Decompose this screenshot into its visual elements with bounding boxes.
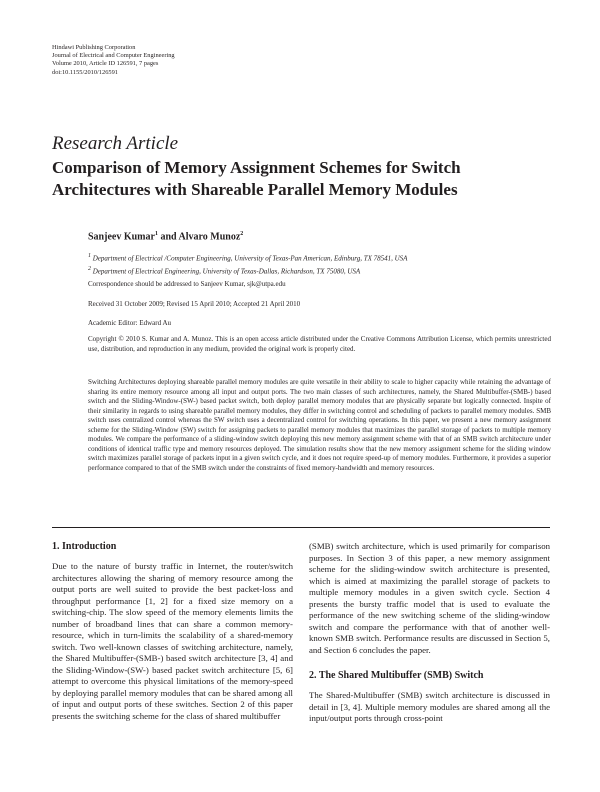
affiliation: $^2$ Department of Electrical Engineering, University of Texas-Dallas, Richardson, TX 75080, USA xyxy=(88,266,361,276)
right-column xyxy=(309,541,550,725)
publisher-name: Hindawi Publishing Corporation xyxy=(52,44,136,51)
author-affiliation-mark: 1 xyxy=(154,231,158,237)
body-paragraph: (SMB) switch architecture, which is used primarily for comparison purposes. In Section 3 of this paper, a new memory assignment scheme for the sliding-window switch architecture is presented, which is aimed at maximizing the parallel storage of packets to multiple memory modules in a given switch cycle. Section 4 presents the bursty traffic model that is used to evaluate the performance of the new switching scheme of the sliding-window switch and compare the performance with that of another well-known SMB switch. Performance results are discussed in Section 5, and Section 6 concludes the paper. xyxy=(309,541,550,655)
journal-name: Journal of Electrical and Computer Engineering xyxy=(52,52,175,60)
section-heading: 1. Introduction xyxy=(52,541,117,552)
affiliations xyxy=(88,251,551,278)
article-type: Research Article xyxy=(52,133,179,154)
academic-editor: Academic Editor: Edward Au xyxy=(88,319,172,327)
body-paragraph: Due to the nature of bursty traffic in Internet, the router/switch architectures allowing the sharing of memory resource among the output ports are well suited to provide the best packet-loss and throughput performance [1, 2] for a fixed size memory on a switching-chip. The slow speed of the memory elements limits the number of broadband lines that can share a common memory-resource, which in turn-limits the scalability of a shared-memory switch. Two well-known classes of switching architecture, namely, the Shared Multibuffer-(SMB-) based switch architecture [3, 4] and the Sliding-Window-(SW-) based packet switch architecture [5, 6] attempt to overcome this physical limitations of the memory-speed by deploying parallel memory modules that can be shared among all of input and output ports of these switches. Section 2 of this paper presents the switching scheme for the class of shared multibuffer xyxy=(52,561,293,721)
author-name: Alvaro Munoz xyxy=(178,231,241,243)
abstract: Switching Architectures deploying shareable parallel memory modules are quite versatile in their ability to scale to higher capacity while retaining the advantage of sharing its entire memory resource among all input and output ports. The two main classes of such architectures, namely, the Shared Multibuffer-(SMB-) based switch and the Sliding-Window-(SW-) based packet switch, both deploy parallel memory modules that are physically separate but logically connected. Inspite of their similarity in regards to using shareable parallel memory modules, they differ in switching control and scheduling of packets to parallel memory modules. SMB switch uses centralized control whereas the SW switch uses a decentralized control for switching operations. In this paper, we present a new memory assignment scheme for the Sliding-Window (SW) switch for assigning packets to parallel memory modules that maximizes the parallel storage of packets to multiple memory modules. We compare the performance of a sliding-window switch deploying this new memory assignment scheme with that of an SMB switch architecture under conditions of identical traffic type and memory resources deployed. The simulation results show that the new memory assignment scheme for the sliding window switch maximizes parallel storage of packets input in a given switch cycle, and it does not require speed-up of memory modules. Furthermore, it provides a superior performance compared to that of the SMB switch under the constraints of fixed memory-handwidth and memory resources. xyxy=(88,378,551,472)
author-list xyxy=(88,231,551,242)
submission-dates: Received 31 October 2009; Revised 15 April 2010; Accepted 21 April 2010 xyxy=(88,300,301,308)
publication-header xyxy=(52,44,175,77)
volume-info: Volume 2010, Article ID 126591, 7 pages xyxy=(52,60,159,68)
copyright-notice: Copyright © 2010 S. Kumar and A. Munoz. This is an open access article distributed under the Creative Commons Attribution License, which permits unrestricted use, distribution, and reproduction in any medium, provided the original work is properly cited. xyxy=(88,335,551,353)
section-heading: 2. The Shared Multibuffer (SMB) Switch xyxy=(309,670,484,681)
body-paragraph: The Shared-Multibuffer (SMB) switch architecture is discussed in detail in [3, 4]. Multiple memory modules are shared among all the input/output ports through cross-point xyxy=(309,690,550,723)
paper-title: Comparison of Memory Assignment Schemes for Switch Architectures with Shareable Parallel Memory Modules xyxy=(52,158,461,199)
affiliation: $^1$ Department of Electrical /Computer Engineering, University of Texas-Pan American, Edinburg, TX 78541, USA xyxy=(88,253,408,263)
doi: doi:10.1155/2010/126591 xyxy=(52,68,118,76)
left-column xyxy=(52,541,293,722)
author-conjunction: and xyxy=(157,231,179,243)
author-affiliation-mark: 2 xyxy=(240,231,244,237)
section-divider xyxy=(52,527,550,528)
correspondence: Correspondence should be addressed to Sanjeev Kumar, sjk@utpa.edu xyxy=(88,280,286,288)
author-name: Sanjeev Kumar xyxy=(88,231,155,243)
